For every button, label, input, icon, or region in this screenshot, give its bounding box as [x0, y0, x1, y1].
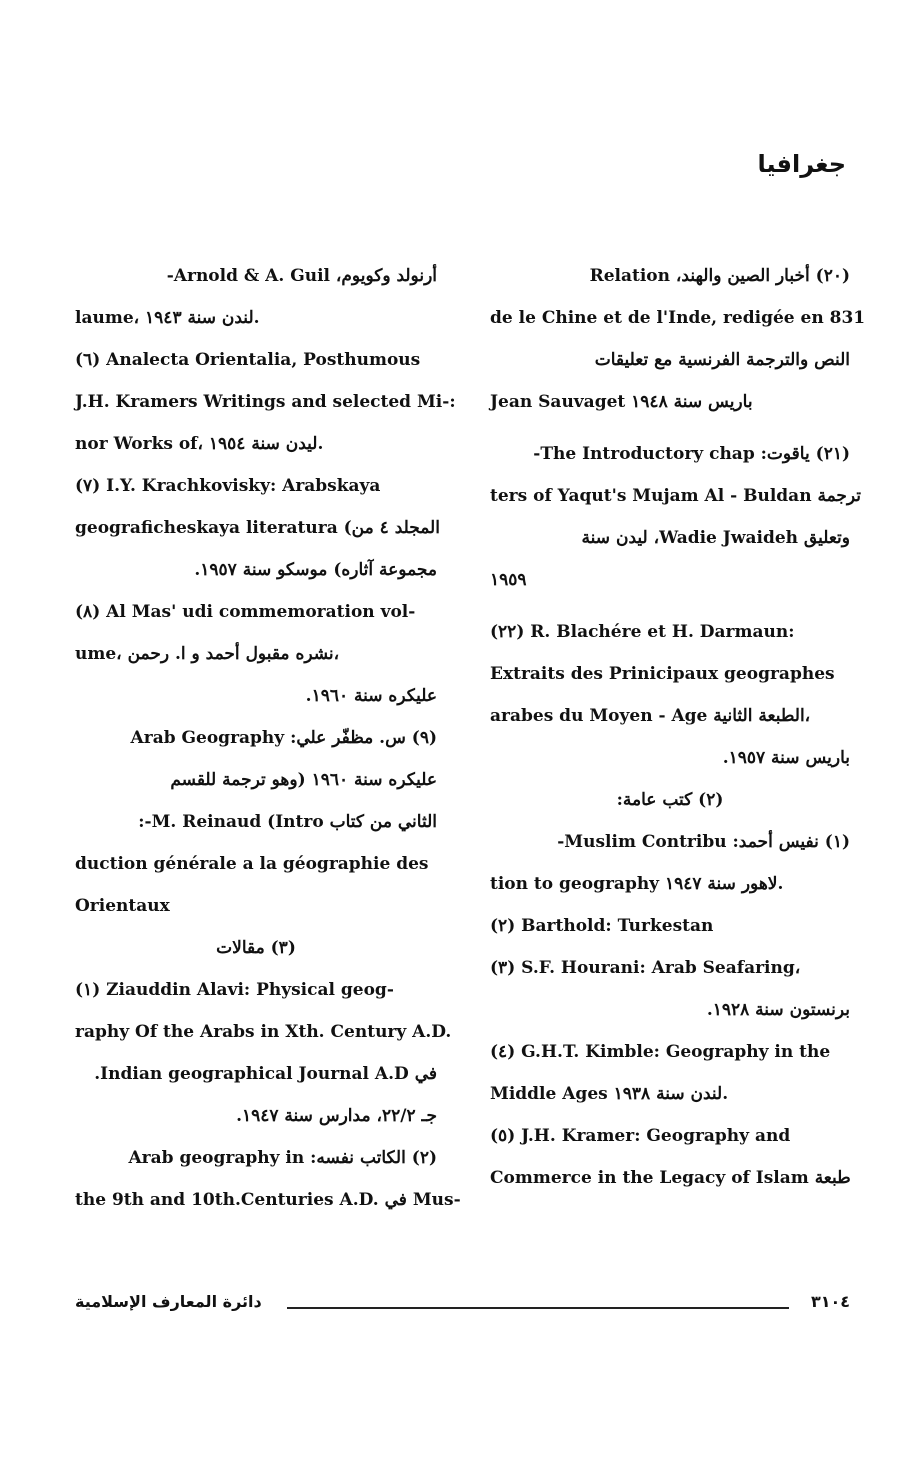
footer-publication-title: دائرة المعارف الإسلامية [75, 1292, 262, 1311]
text-line: (٢٠) أخبار الصين والهند، Relation [589, 266, 850, 286]
text-line: النص والترجمة الفرنسية مع تعليقات [594, 350, 850, 370]
section-heading: (٢) كتب عامة: [616, 790, 724, 810]
text-line: geograficheskaya literatura (المجلد ٤ من [75, 518, 440, 538]
text-line: nor Works of، ليدن سنة ١٩٥٤. [75, 434, 324, 454]
text-line: (٦) Analecta Orientalia, Posthumous [75, 350, 421, 370]
text-line: عليكره سنة ١٩٦٠ (وهو ترجمة للقسم [170, 770, 437, 790]
paragraph-gap [490, 601, 850, 611]
text-line: عليكره سنة ١٩٦٠. [305, 686, 437, 706]
text-line: Jean Sauvaget باريس سنة ١٩٤٨ [490, 392, 753, 412]
text-line: tion to geography لاهور سنة ١٩٤٧. [490, 874, 784, 894]
text-line: Orientaux [75, 896, 170, 916]
text-line: ume، نشره مقبول أحمد و ا. رحمن، [75, 644, 340, 664]
section-heading: (٣) مقالات [216, 938, 296, 958]
text-line: مجموعة آثاره) موسكو سنة ١٩٥٧. [194, 560, 437, 580]
text-line: أرنولد وكويوم، Arnold & A. Guil- [166, 266, 437, 286]
text-line: de le Chine et de l'Inde, redigée en 831 [490, 308, 866, 328]
text-line: برنستون سنة ١٩٢٨. [706, 1000, 850, 1020]
text-line: (٢) الكاتب نفسه: Arab geography in [128, 1148, 437, 1168]
text-line: في Indian geographical Journal A.D. [94, 1064, 437, 1084]
text-line: laume، لندن سنة ١٩٤٣. [75, 308, 260, 328]
text-line: وتعليق Wadie Jwaideh، ليدن سنة [581, 528, 850, 548]
text-line: (٩) س. مظفّر علي: Arab Geography [130, 728, 437, 748]
text-line: Extraits des Prinicipaux geographes [490, 664, 835, 684]
paragraph-gap [490, 423, 850, 433]
text-line: جـ ٢٢/٢، مدارس سنة ١٩٤٧. [236, 1106, 437, 1126]
text-line: (٨) Al Mas' udi commemoration vol- [75, 602, 416, 622]
text-line: ters of Yaqut's Mujam Al - Buldan ترجمة [490, 486, 862, 506]
text-line: (١) Ziauddin Alavi: Physical geog- [75, 980, 394, 1000]
text-line: (٢١) ياقوت: The Introductory chap- [533, 444, 850, 464]
text-line: (٢٢) R. Blachére et H. Darmaun: [490, 622, 795, 642]
text-line: Middle Ages لندن سنة ١٩٣٨. [490, 1084, 729, 1104]
text-line: J.H. Kramers Writings and selected Mi-: [75, 392, 456, 412]
page-header-title: جغرافيا [757, 150, 846, 178]
page-footer [75, 1292, 850, 1322]
text-line: the 9th and 10th.Centuries A.D. في Mus- [75, 1190, 461, 1210]
left-column [75, 255, 461, 1221]
text-line: arabes du Moyen - Age الطبعة الثانية، [490, 706, 811, 726]
text-line: الثاني من كتاب M. Reinaud (Intro-: [138, 812, 437, 832]
text-line: (٤) G.H.T. Kimble: Geography in the [490, 1042, 831, 1062]
footer-divider [287, 1307, 789, 1309]
text-line: (٥) J.H. Kramer: Geography and [490, 1126, 791, 1146]
text-line: باريس سنة ١٩٥٧. [722, 748, 850, 768]
text-line: duction générale a la géographie des [75, 854, 429, 874]
text-line: (٢) Barthold: Turkestan [490, 916, 714, 936]
text-line: raphy Of the Arabs in Xth. Century A.D. [75, 1022, 452, 1042]
text-line: (٧) I.Y. Krachkovisky: Arabskaya [75, 476, 381, 496]
text-line: (١) نفيس أحمد: Muslim Contribu- [557, 832, 850, 852]
page-number: ٣١٠٤ [810, 1292, 850, 1311]
right-column [490, 255, 866, 1199]
text-line: Commerce in the Legacy of Islam طبعة [490, 1168, 851, 1188]
text-line: ١٩٥٩ [490, 570, 527, 590]
text-line: (٣) S.F. Hourani: Arab Seafaring، [490, 958, 801, 978]
